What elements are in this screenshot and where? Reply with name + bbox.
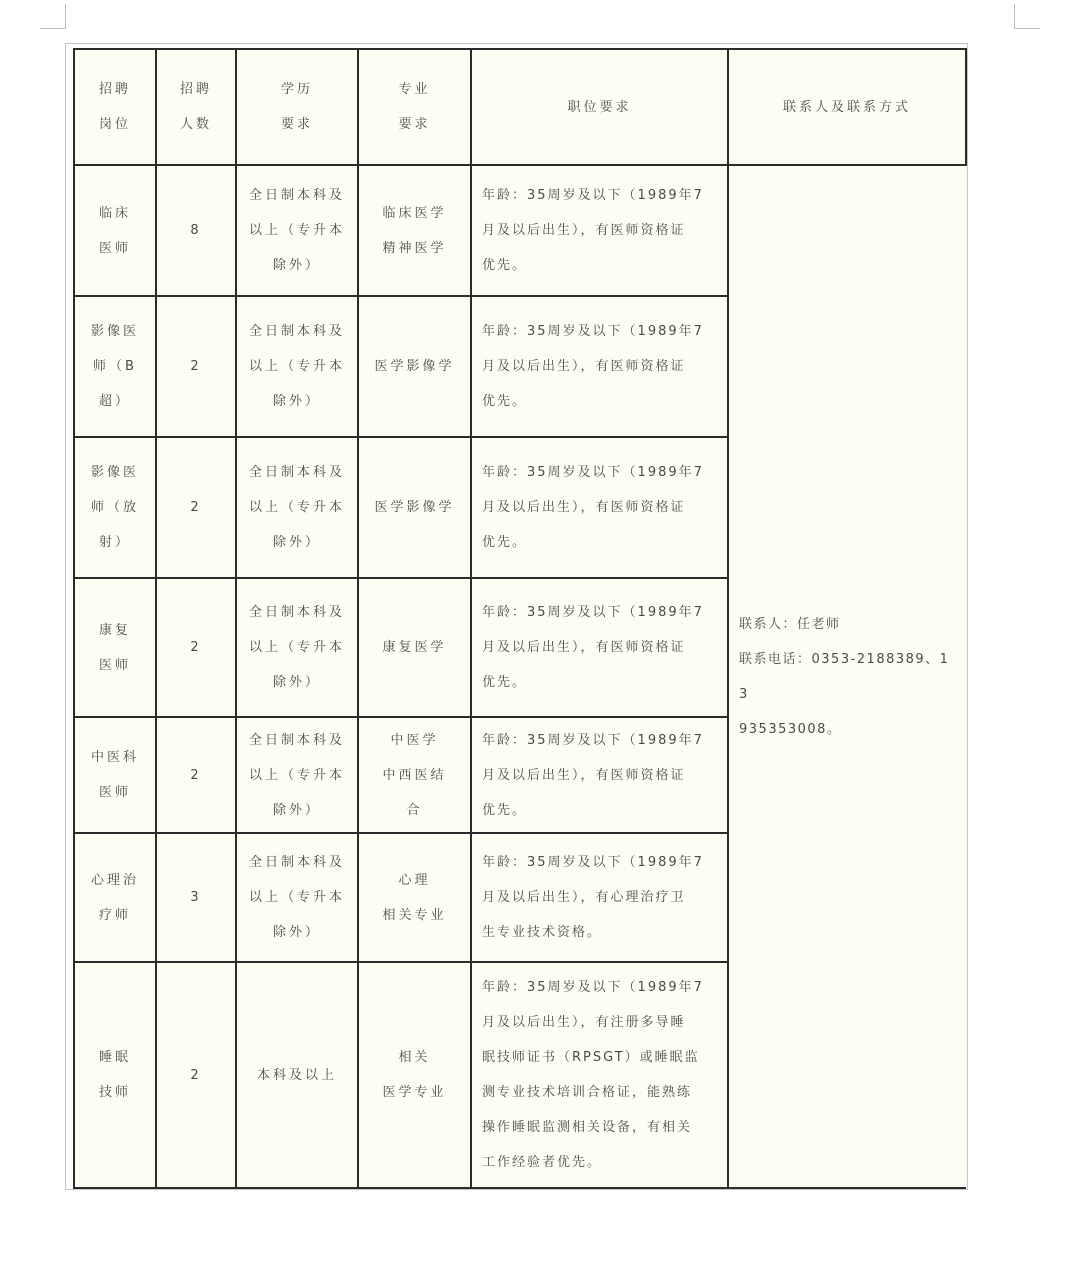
cell-education: 全日制本科及 以上（专升本 除外） — [236, 437, 358, 578]
cell-requirements: 年龄：35周岁及以下（1989年7 月及以后出生），有医师资格证 优先。 — [471, 717, 728, 833]
header-position: 招聘 岗位 — [74, 49, 156, 165]
cell-major: 医学影像学 — [358, 296, 471, 437]
cell-requirements: 年龄：35周岁及以下（1989年7 月及以后出生），有心理治疗卫 生专业技术资格。 — [471, 833, 728, 962]
cell-requirements: 年龄：35周岁及以下（1989年7 月及以后出生），有医师资格证 优先。 — [471, 296, 728, 437]
cell-position: 康复 医师 — [74, 578, 156, 717]
cell-position: 中医科 医师 — [74, 717, 156, 833]
cell-count: 2 — [156, 578, 236, 717]
cell-requirements: 年龄：35周岁及以下（1989年7 月及以后出生），有医师资格证 优先。 — [471, 437, 728, 578]
cell-education: 全日制本科及 以上（专升本 除外） — [236, 296, 358, 437]
cell-major: 医学影像学 — [358, 437, 471, 578]
cell-count: 2 — [156, 962, 236, 1188]
cell-position: 睡眠 技师 — [74, 962, 156, 1188]
crop-mark-top-left-vertical — [65, 4, 66, 28]
cell-major: 相关 医学专业 — [358, 962, 471, 1188]
cell-count: 2 — [156, 437, 236, 578]
header-major: 专业 要求 — [358, 49, 471, 165]
header-requirements: 职位要求 — [471, 49, 728, 165]
cell-position: 心理治 疗师 — [74, 833, 156, 962]
cell-count: 2 — [156, 717, 236, 833]
header-education: 学历 要求 — [236, 49, 358, 165]
cell-requirements: 年龄：35周岁及以下（1989年7 月及以后出生），有医师资格证 优先。 — [471, 165, 728, 296]
table-row — [74, 165, 966, 296]
cell-major: 心理 相关专业 — [358, 833, 471, 962]
cell-education: 全日制本科及 以上（专升本 除外） — [236, 833, 358, 962]
crop-mark-top-right-vertical — [1014, 4, 1015, 28]
cell-contact: 联系人：任老师 联系电话：0353-2188389、13 935353008。 — [728, 165, 966, 1188]
table-header-row — [74, 49, 966, 165]
cell-count: 3 — [156, 833, 236, 962]
cell-major: 临床医学 精神医学 — [358, 165, 471, 296]
cell-position: 影像医 师（B 超） — [74, 296, 156, 437]
cell-requirements: 年龄：35周岁及以下（1989年7 月及以后出生），有注册多导睡 眠技师证书（RPSGT）或睡眠监 测专业技术培训合格证，能熟练 操作睡眠监测相关设备，有相关 工作经验者优先。 — [471, 962, 728, 1188]
cell-major: 中医学 中西医结 合 — [358, 717, 471, 833]
cell-education: 全日制本科及 以上（专升本 除外） — [236, 717, 358, 833]
cell-education: 全日制本科及 以上（专升本 除外） — [236, 578, 358, 717]
header-count: 招聘 人数 — [156, 49, 236, 165]
recruitment-table — [73, 48, 967, 1189]
crop-mark-top-right-horizontal — [1014, 28, 1040, 29]
header-contact: 联系人及联系方式 — [728, 49, 966, 165]
cell-requirements: 年龄：35周岁及以下（1989年7 月及以后出生），有医师资格证 优先。 — [471, 578, 728, 717]
cell-count: 8 — [156, 165, 236, 296]
cell-count: 2 — [156, 296, 236, 437]
cell-major: 康复医学 — [358, 578, 471, 717]
cell-education: 本科及以上 — [236, 962, 358, 1188]
cell-position: 临床 医师 — [74, 165, 156, 296]
crop-mark-top-left-horizontal — [40, 28, 66, 29]
cell-education: 全日制本科及 以上（专升本 除外） — [236, 165, 358, 296]
cell-position: 影像医 师（放 射） — [74, 437, 156, 578]
